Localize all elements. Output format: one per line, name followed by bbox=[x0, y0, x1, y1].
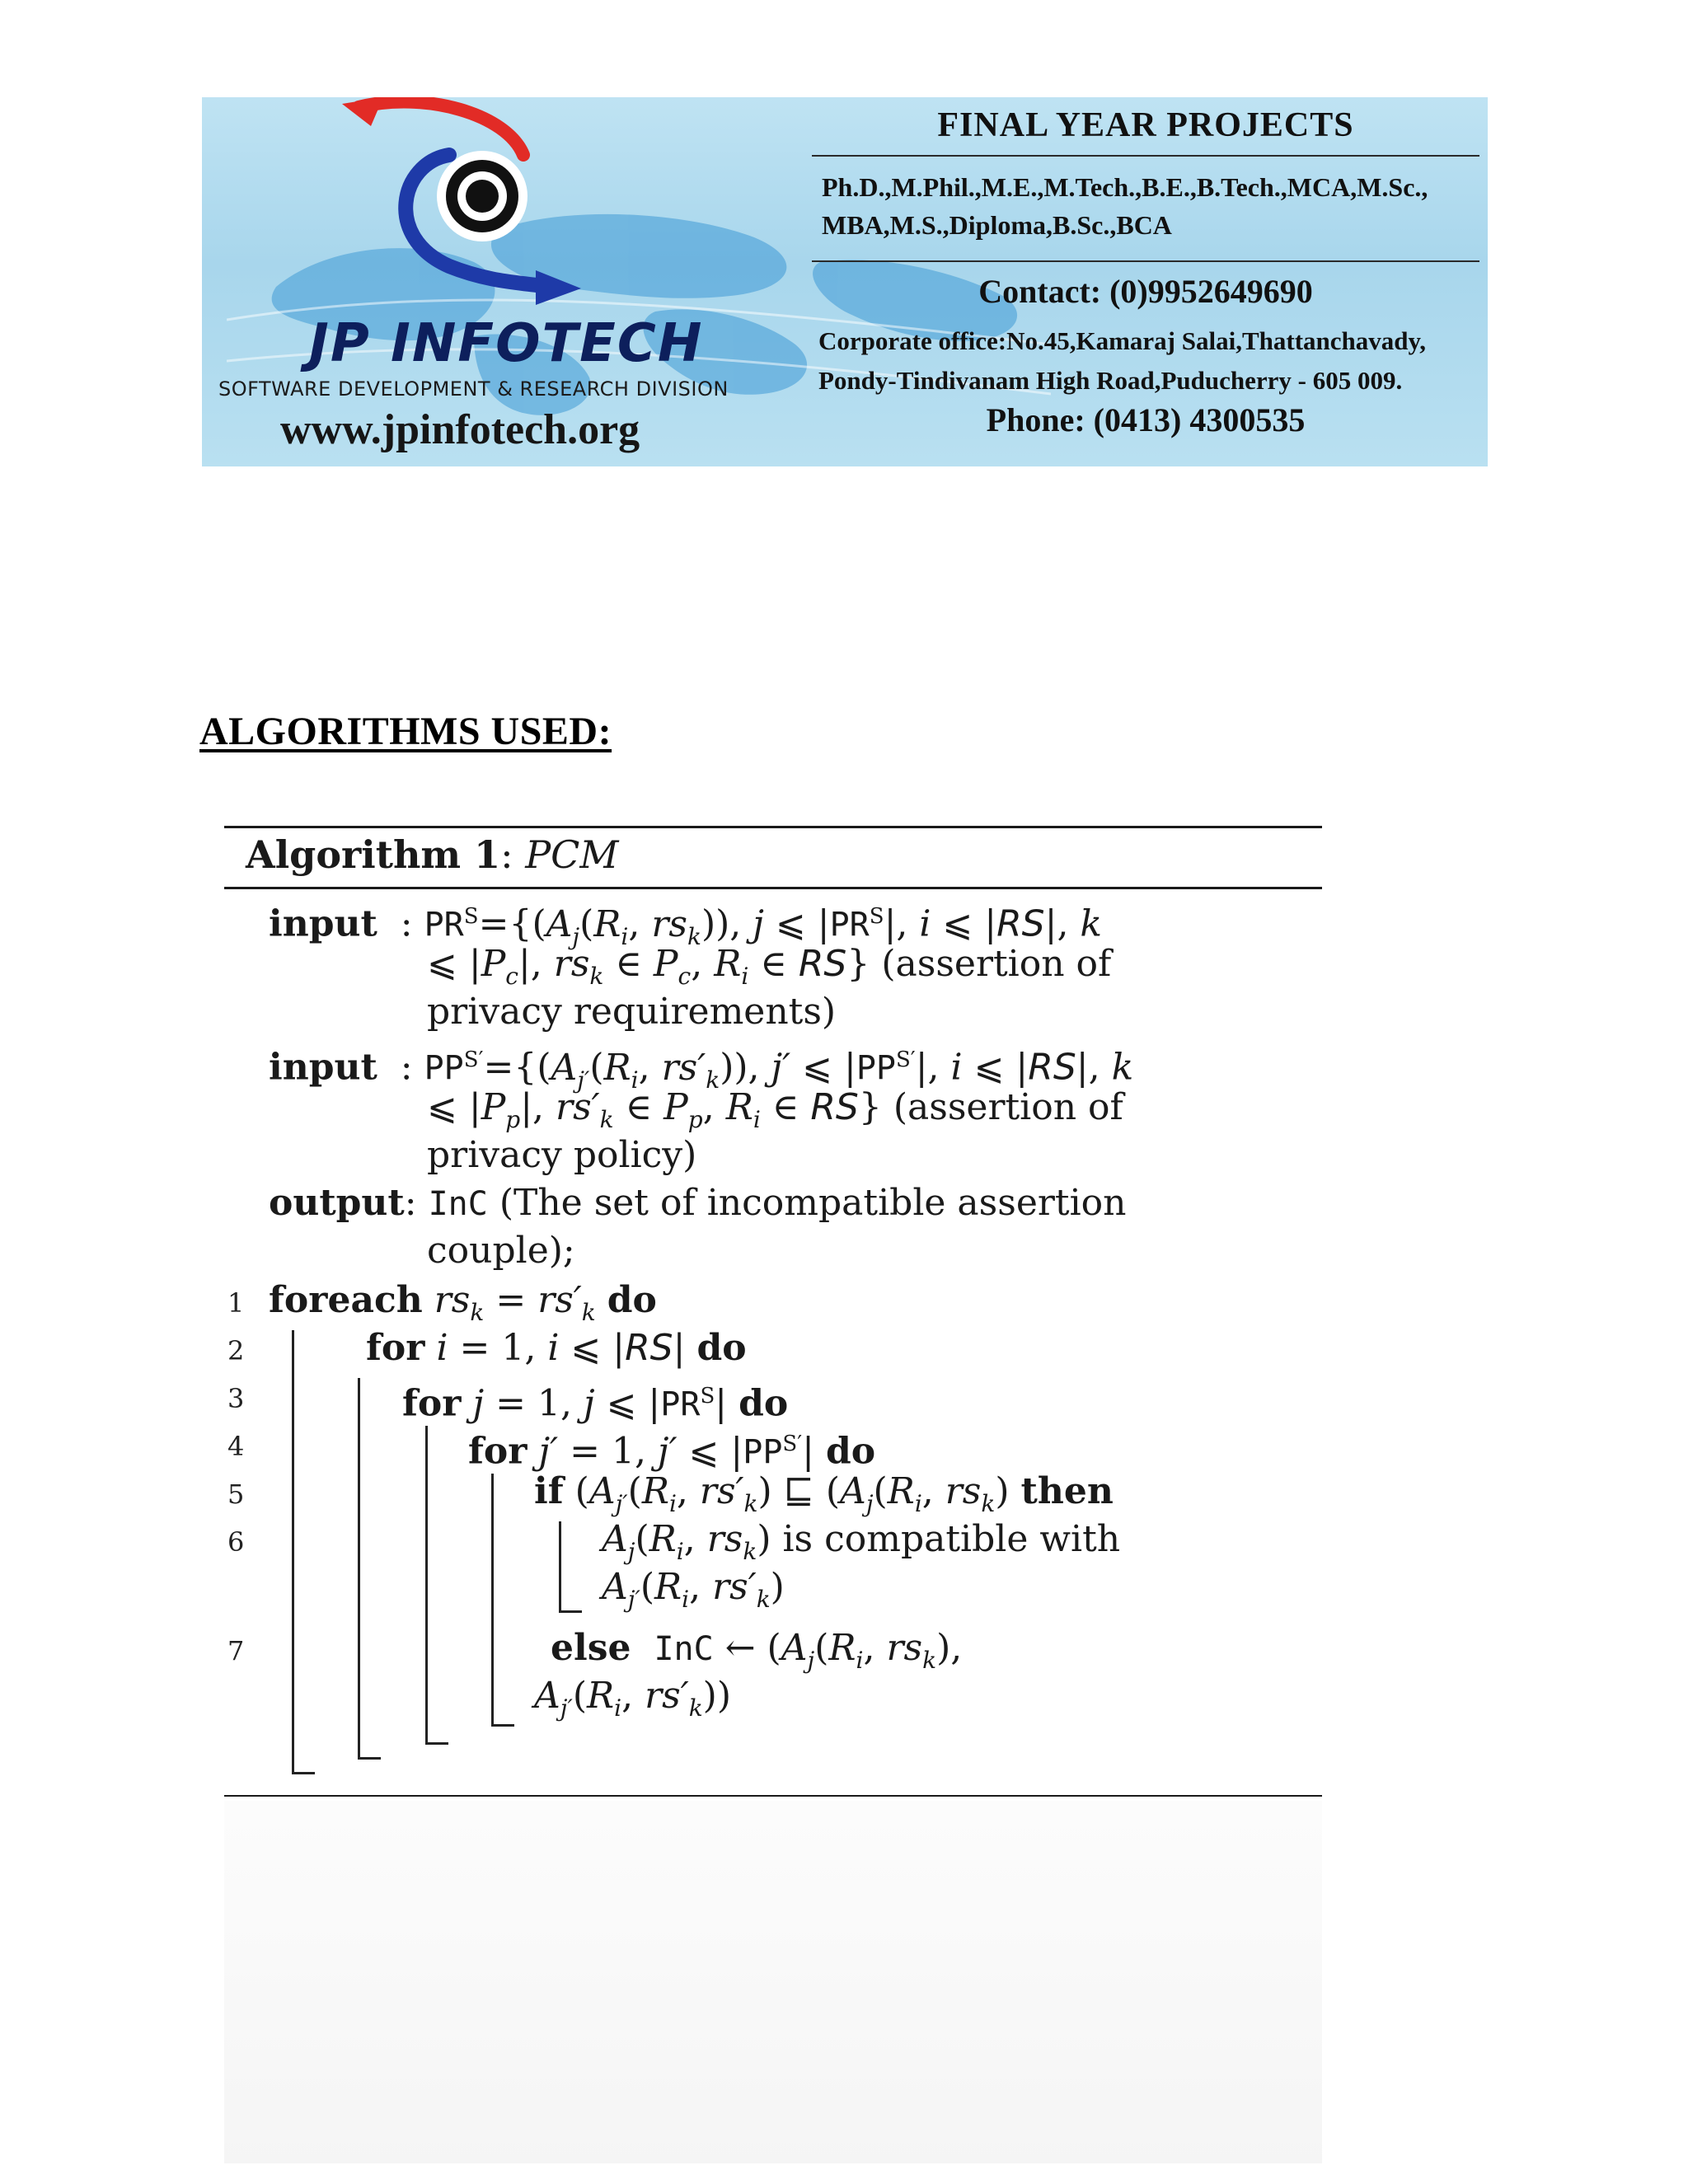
block-bar-for-jprime bbox=[491, 1474, 494, 1726]
jp-infotech-logo-icon bbox=[326, 97, 622, 312]
code-line-3: for j = 1, j ⩽ $|PR^S|$ do bbox=[402, 1382, 789, 1425]
phone-number: Phone: (0413) 4300535 bbox=[986, 401, 1306, 438]
input-2-line-3: privacy policy) bbox=[427, 1134, 697, 1176]
address-line-2: Pondy-Tindivanam High Road,Puducherry - 605 009. bbox=[818, 366, 1403, 395]
code-line-2: for i = 1, i ⩽ |RS| do bbox=[366, 1327, 747, 1369]
degrees-list bbox=[822, 168, 1481, 244]
line-number: 1 bbox=[227, 1287, 245, 1319]
block-bar-foreach bbox=[292, 1330, 294, 1774]
office-address bbox=[818, 321, 1478, 401]
top-rule bbox=[224, 826, 1322, 828]
line-number: 4 bbox=[227, 1431, 245, 1462]
banner-info-panel bbox=[812, 97, 1479, 466]
header-banner bbox=[202, 97, 1488, 466]
code-line-4: for j′ = 1, j′ ⩽ $|PP^{S'}|$ do bbox=[468, 1430, 876, 1473]
line-number: 7 bbox=[227, 1635, 245, 1666]
brand-name: JP INFOTECH bbox=[309, 313, 704, 374]
brand-subtitle: SOFTWARE DEVELOPMENT & RESEARCH DIVISION bbox=[218, 377, 729, 401]
algorithm-title: Algorithm 1: PCM bbox=[246, 832, 619, 877]
code-line-6a: $A_j(R_i$, $rs_k$) is compatible with bbox=[602, 1518, 1121, 1565]
banner-divider bbox=[812, 260, 1479, 262]
algorithm-label: Algorithm 1 bbox=[246, 832, 501, 877]
banner-title: FINAL YEAR PROJECTS bbox=[937, 106, 1354, 144]
bottom-rule bbox=[224, 1795, 1322, 1797]
code-line-6b: $A_{j'}(R_i$, $rs'_k$) bbox=[602, 1566, 785, 1613]
line-number: 5 bbox=[227, 1479, 245, 1510]
block-foot bbox=[559, 1610, 582, 1613]
code-line-5: if ($A_{j'}(R_i$, $rs'_k$) ⊑ ($A_j(R_i$, $rs_k$) then bbox=[534, 1470, 1114, 1517]
banner-divider bbox=[812, 155, 1479, 157]
input-2-line-2: ⩽ $|P_p|$, $rs'_k$ ∈ $P_p$, $R_i$ ∈ RS} (assertion of bbox=[427, 1086, 1123, 1133]
algorithm-name: PCM bbox=[525, 832, 619, 877]
output-line-1: output: InC (The set of incompatible assertion bbox=[269, 1182, 1127, 1224]
line-number: 6 bbox=[227, 1526, 245, 1558]
line-number: 3 bbox=[227, 1383, 245, 1414]
contact-number: Contact: (0)9952649690 bbox=[978, 273, 1313, 310]
block-bar-for-j bbox=[425, 1426, 428, 1744]
input-1-line-1: input : $PR^S=\{(A_j(R_i$, $rs_k$)), j ⩽ $|PR^S|$, i ⩽ |RS|, k bbox=[269, 902, 1103, 950]
code-line-7a: else InC ← ($A_j(R_i$, $rs_k$), bbox=[551, 1627, 963, 1674]
title-rule bbox=[224, 887, 1322, 889]
code-line-7b: $A_{j'}(R_i$, $rs'_k$)) bbox=[534, 1675, 732, 1722]
degrees-line-1: Ph.D.,M.Phil.,M.E.,M.Tech.,B.E.,B.Tech.,MCA,M.Sc., bbox=[822, 172, 1428, 202]
input-2-line-1: input : $PP^{S'}=\{(A_{j'}(R_i$, $rs'_k$)), j′ ⩽ $|PP^{S'}|$, i ⩽ |RS|, k bbox=[269, 1046, 1134, 1094]
website-url[interactable]: www.jpinfotech.org bbox=[280, 406, 640, 453]
input-1-line-3: privacy requirements) bbox=[427, 991, 837, 1033]
block-foot bbox=[491, 1724, 514, 1727]
code-line-1: foreach $rs_k = rs'_k$ do bbox=[269, 1279, 657, 1326]
section-heading: ALGORITHMS USED: bbox=[199, 710, 612, 753]
degrees-line-2: MBA,M.S.,Diploma,B.Sc.,BCA bbox=[822, 210, 1172, 240]
algorithm-box bbox=[224, 826, 1322, 1798]
block-foot bbox=[358, 1757, 381, 1760]
scan-shading bbox=[224, 1801, 1322, 2163]
address-line-1: Corporate office:No.45,Kamaraj Salai,Thattanchavady, bbox=[818, 326, 1427, 355]
input-1-line-2: ⩽ $|P_c|$, $rs_k$ ∈ $P_c$, $R_i$ ∈ RS} (assertion of bbox=[427, 943, 1112, 990]
block-bar-for-i bbox=[358, 1378, 360, 1759]
line-number: 2 bbox=[227, 1335, 245, 1366]
output-line-2: couple); bbox=[427, 1230, 575, 1272]
block-bar-if bbox=[559, 1521, 561, 1612]
block-foot bbox=[292, 1772, 315, 1774]
block-foot bbox=[425, 1742, 448, 1745]
